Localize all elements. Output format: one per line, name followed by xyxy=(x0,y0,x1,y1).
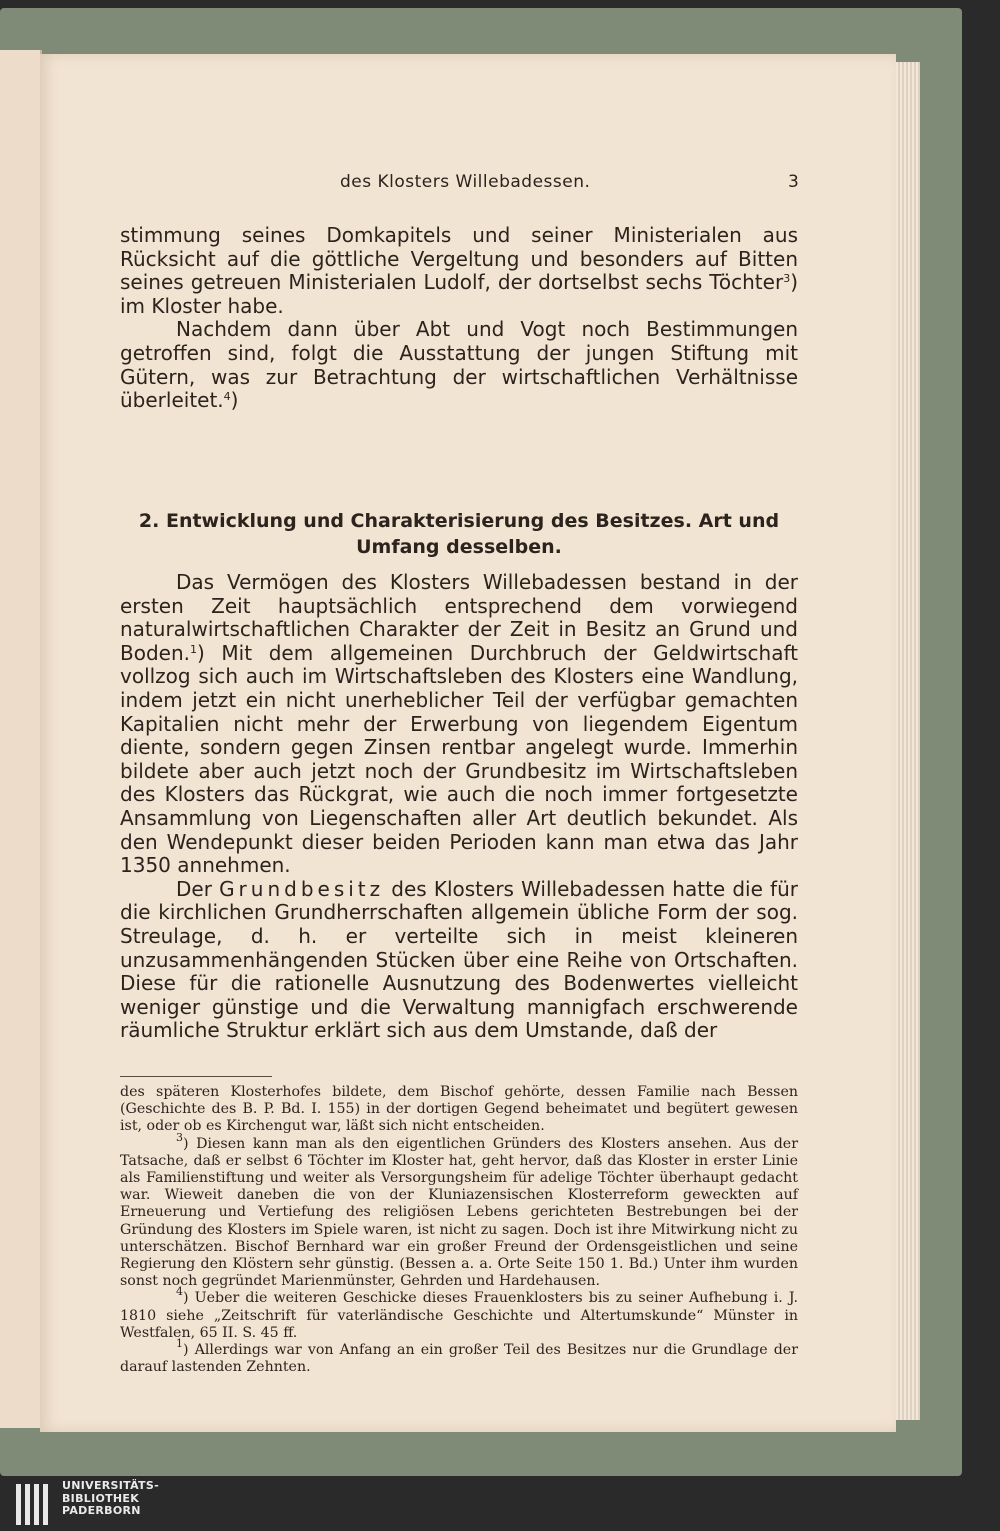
paragraph-4: Der Grundbesitz des Klosters Willebadessen hatte die für die kirchlichen Grundherrschaften allgemein übliche Form der sog. Streulage, d. h. er verteilte sich in meist kleineren unzusammenhängenden Stücken über eine Reihe von Ortschaften. Diese für die rationelle Ausnutzung des Bodenwertes vielleicht weniger günstige und die Verwaltung mannigfach erschwerende räumliche Struktur erklärt sich aus dem Umstande, daß der xyxy=(120,876,798,1043)
footnote-ref-4: 4 xyxy=(223,390,231,404)
footnote-continuation: des späteren Klosterhofes bildete, dem Bischof gehörte, dessen Familie nach Bessen (Geschichte des B. P. Bd. I. 155) in der dortigen Gegend beheimatet und begütert gewesen ist, oder ob es Kirchengut war, läßt sich nicht entscheiden. xyxy=(120,1084,798,1135)
footnote-ref-3: 3 xyxy=(783,272,791,286)
section-heading: 2. Entwicklung und Charakterisierung des Besitzes. Art und Umfang desselben. xyxy=(138,510,780,558)
paragraph-1: stimmung seines Domkapitels und seiner Ministerialen aus Rücksicht auf die göttliche Vergeltung und besonders auf Bitten seines getreuen Ministerialen Ludolf, der dortselbst sechs Töchter$^3$) im Kloster habe. xyxy=(120,223,798,318)
library-logo xyxy=(0,1476,1000,1531)
library-logo-mark-icon xyxy=(14,1482,54,1527)
paragraph-2: Nachdem dann über Abt und Vogt noch Bestimmungen getroffen sind, folgt die Ausstattung der jungen Stiftung mit Gütern, was zur Betrachtung der wirtschaftlichen Verhältnisse überleitet.$^4$) xyxy=(120,317,798,413)
running-head: des Klosters Willebadessen. xyxy=(340,172,591,192)
footnote-4: $^4$) Ueber die weiteren Geschicke dieses Frauenklosters bis zu seiner Aufhebung i. J. 1810 siehe „Zeitschrift für vaterländische Geschichte und Altertumskunde“ Münster in Westfalen, 65 II. S. 45 ff. xyxy=(120,1285,798,1341)
footnotes xyxy=(120,1084,798,1376)
library-logo-text: UNIVERSITÄTS- BIBLIOTHEK PADERBORN xyxy=(62,1479,159,1517)
body-text-top xyxy=(120,224,798,413)
book-page xyxy=(40,54,896,1432)
footnote-ref-1: 1 xyxy=(190,642,197,656)
page-number: 3 xyxy=(788,172,799,192)
footnote-3: $^3$) Diesen kann man als den eigentlichen Gründers des Klosters ansehen. Aus der Tatsache, daß er selbst 6 Töchter im Kloster hat, geht hervor, daß das Kloster in erster Linie als Familienstiftung und weiter als Versorgungsheim für adelige Töchter überhaupt gedacht war. Wieweit daneben die von der Kluniazensischen Klosterreform geweckten auf Erneuerung und Vertiefung des religiösen Lebens gerichteten Bestrebungen bei der Gründung des Klosters im Spiele waren, ist nicht zu sagen. Doch ist ihre Mitwirkung nicht zu unterschätzen. Bischof Bernhard war ein großer Freund der Ordensgeistlichen und seine Regierung den Klöstern sehr günstig. (Bessen a. a. Orte Seite 150 1. Bd.) Unter ihm wurden sonst noch gegründet Marienmünster, Gehrden und Hardehausen. xyxy=(120,1130,798,1290)
page-stack-edges xyxy=(892,62,920,1420)
emphasized-term: Grundbesitz xyxy=(219,876,385,901)
previous-page-edge xyxy=(0,50,42,1428)
footnote-divider xyxy=(120,1076,272,1077)
body-text-main xyxy=(120,571,798,1043)
footnote-1: $^1$) Allerdings war von Anfang an ein großer Teil des Besitzes nur die Grundlage der darauf lastenden Zehnten. xyxy=(120,1337,798,1376)
paragraph-3: Das Vermögen des Klosters Willebadessen bestand in der ersten Zeit hauptsächlich entsprechend dem vorwiegend naturalwirtschaftlichen Charakter der Zeit in Besitz an Grund und Boden.$^1$) Mit dem allgemeinen Durchbruch der Geldwirtschaft vollzog sich auch im Wirtschaftsleben des Klosters eine Wandlung, indem jetzt ein nicht unerheblicher Teil der verfügbar gemachten Kapitalien nicht mehr der Erwerbung von liegendem Eigentum diente, sondern gegen Zinsen rentbar angelegt wurde. Immerhin bildete aber auch jetzt noch der Grundbesitz im Wirtschaftsleben des Klosters das Rückgrat, wie auch die noch immer fortgesetzte Ansammlung von Liegenschaften aller Art deutlich bekundet. Als den Wendepunkt dieser beiden Perioden kann man etwa das Jahr 1350 annehmen. xyxy=(120,570,798,878)
